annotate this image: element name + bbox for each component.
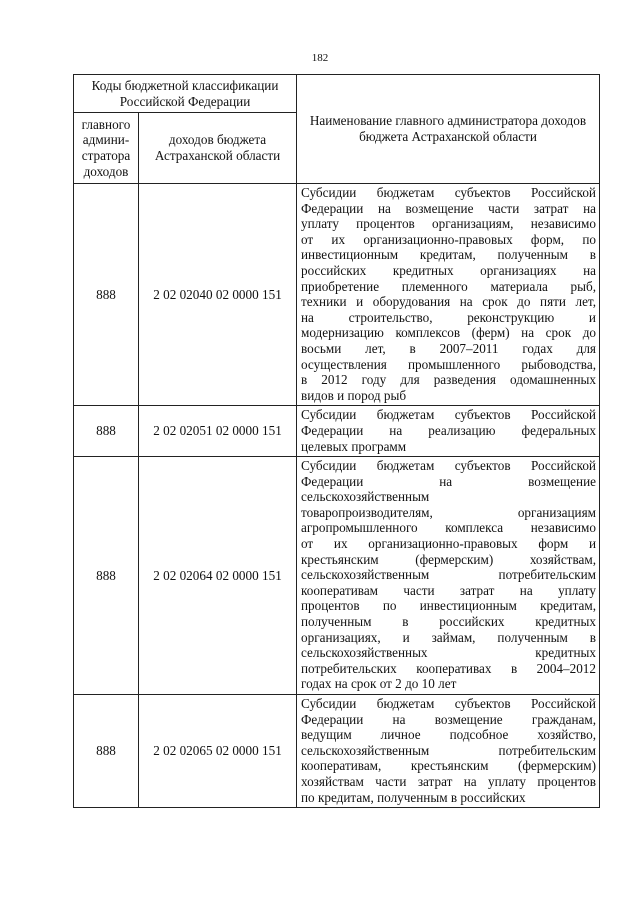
header-row-top bbox=[74, 75, 600, 113]
income-code-cell: 2 02 02065 02 0000 151 bbox=[139, 695, 297, 808]
description-line: уплату процентов организациям, независимо bbox=[301, 216, 596, 232]
table-row bbox=[74, 695, 600, 808]
income-code-cell: 2 02 02051 02 0000 151 bbox=[139, 406, 297, 457]
header-codes-group: Коды бюджетной классификации Российской Федерации bbox=[74, 75, 297, 113]
description-line: агропромышленного комплекса независимо bbox=[301, 520, 596, 536]
description-line: сельскохозяйственным bbox=[301, 489, 430, 505]
description-line: кооперативам части затрат на уплату bbox=[301, 582, 596, 598]
description-line: целевых программ bbox=[301, 438, 407, 454]
header-administrator-name: Наименование главного администратора доходов бюджета Астраханской области bbox=[297, 75, 600, 184]
description-line: полученным в российских кредитных bbox=[301, 614, 596, 630]
table-body bbox=[74, 184, 600, 808]
admin-code-cell: 888 bbox=[74, 406, 139, 457]
description-line: хозяйствам части затрат на уплату процентов bbox=[301, 773, 596, 789]
admin-code-cell: 888 bbox=[74, 695, 139, 808]
description-line: Субсидии бюджетам субъектов Российской bbox=[301, 185, 596, 200]
description-cell bbox=[297, 184, 600, 406]
income-code-cell: 2 02 02040 02 0000 151 bbox=[139, 184, 297, 406]
description-line: приобретение племенного материала рыб, bbox=[301, 278, 596, 294]
description-line: кооперативам, крестьянским (фермерским) bbox=[301, 758, 596, 774]
description-line: сельскохозяйственных кредитных bbox=[301, 645, 596, 661]
header-income-code: доходов бюджета Астраханской области bbox=[139, 113, 297, 184]
description-line: техники и оборудования на срок до пяти лет, bbox=[301, 294, 596, 310]
description-line: годах на срок от 2 до 10 лет bbox=[301, 676, 457, 692]
description-line: Федерации на возмещение части затрат на bbox=[301, 200, 596, 216]
description-line: Субсидии бюджетам субъектов Российской bbox=[301, 407, 596, 423]
table-row bbox=[74, 406, 600, 457]
budget-classification-table bbox=[73, 74, 600, 808]
description-line: сельскохозяйственным потребительским bbox=[301, 742, 596, 758]
description-line: видов и пород рыб bbox=[301, 387, 407, 403]
description-line: от их организационно-правовых форм, по bbox=[301, 231, 596, 247]
description-line: Федерации на возмещение bbox=[301, 473, 596, 489]
page-number: 182 bbox=[311, 52, 329, 64]
description-line: сельскохозяйственным потребительским bbox=[301, 567, 596, 583]
description-line: процентов по инвестиционным кредитам, bbox=[301, 598, 596, 614]
description-line: Субсидии бюджетам субъектов Российской bbox=[301, 458, 596, 474]
description-line: Федерации на возмещение гражданам, bbox=[301, 711, 596, 727]
admin-code-cell: 888 bbox=[74, 457, 139, 695]
description-line: от их организационно-правовых форм и bbox=[301, 536, 596, 552]
description-line: восьми лет, в 2007–2011 годах для bbox=[301, 340, 596, 356]
admin-code-cell: 888 bbox=[74, 184, 139, 406]
description-line: товаропроизводителям, организациям bbox=[301, 504, 596, 520]
description-line: ведущим личное подсобное хозяйство, bbox=[301, 727, 596, 743]
description-line: в 2012 году для разведения одомашненных bbox=[301, 372, 596, 388]
description-line: Субсидии бюджетам субъектов Российской bbox=[301, 696, 596, 711]
description-cell bbox=[297, 457, 600, 695]
description-line: инвестиционным кредитам, полученным в bbox=[301, 247, 596, 263]
description-line: Федерации на реализацию федеральных bbox=[301, 422, 596, 438]
description-line: потребительских кооперативах в 2004–2012 bbox=[301, 660, 596, 676]
header-chief-administrator-code: главного админи-стратора доходов bbox=[74, 113, 139, 184]
description-line: организациях, и займам, полученным в bbox=[301, 629, 596, 645]
description-line: осуществления промышленного рыбоводства, bbox=[301, 356, 596, 372]
description-line: на строительство, реконструкцию и bbox=[301, 309, 596, 325]
table-row bbox=[74, 184, 600, 406]
description-line: российских кредитных организациях на bbox=[301, 262, 596, 278]
description-line: по кредитам, полученным в российских bbox=[301, 789, 526, 805]
income-code-cell: 2 02 02064 02 0000 151 bbox=[139, 457, 297, 695]
table-row bbox=[74, 457, 600, 695]
description-line: модернизацию комплексов (ферм) на срок до bbox=[301, 325, 596, 341]
description-cell bbox=[297, 406, 600, 457]
description-line: крестьянским (фермерским) хозяйствам, bbox=[301, 551, 596, 567]
description-cell bbox=[297, 695, 600, 808]
